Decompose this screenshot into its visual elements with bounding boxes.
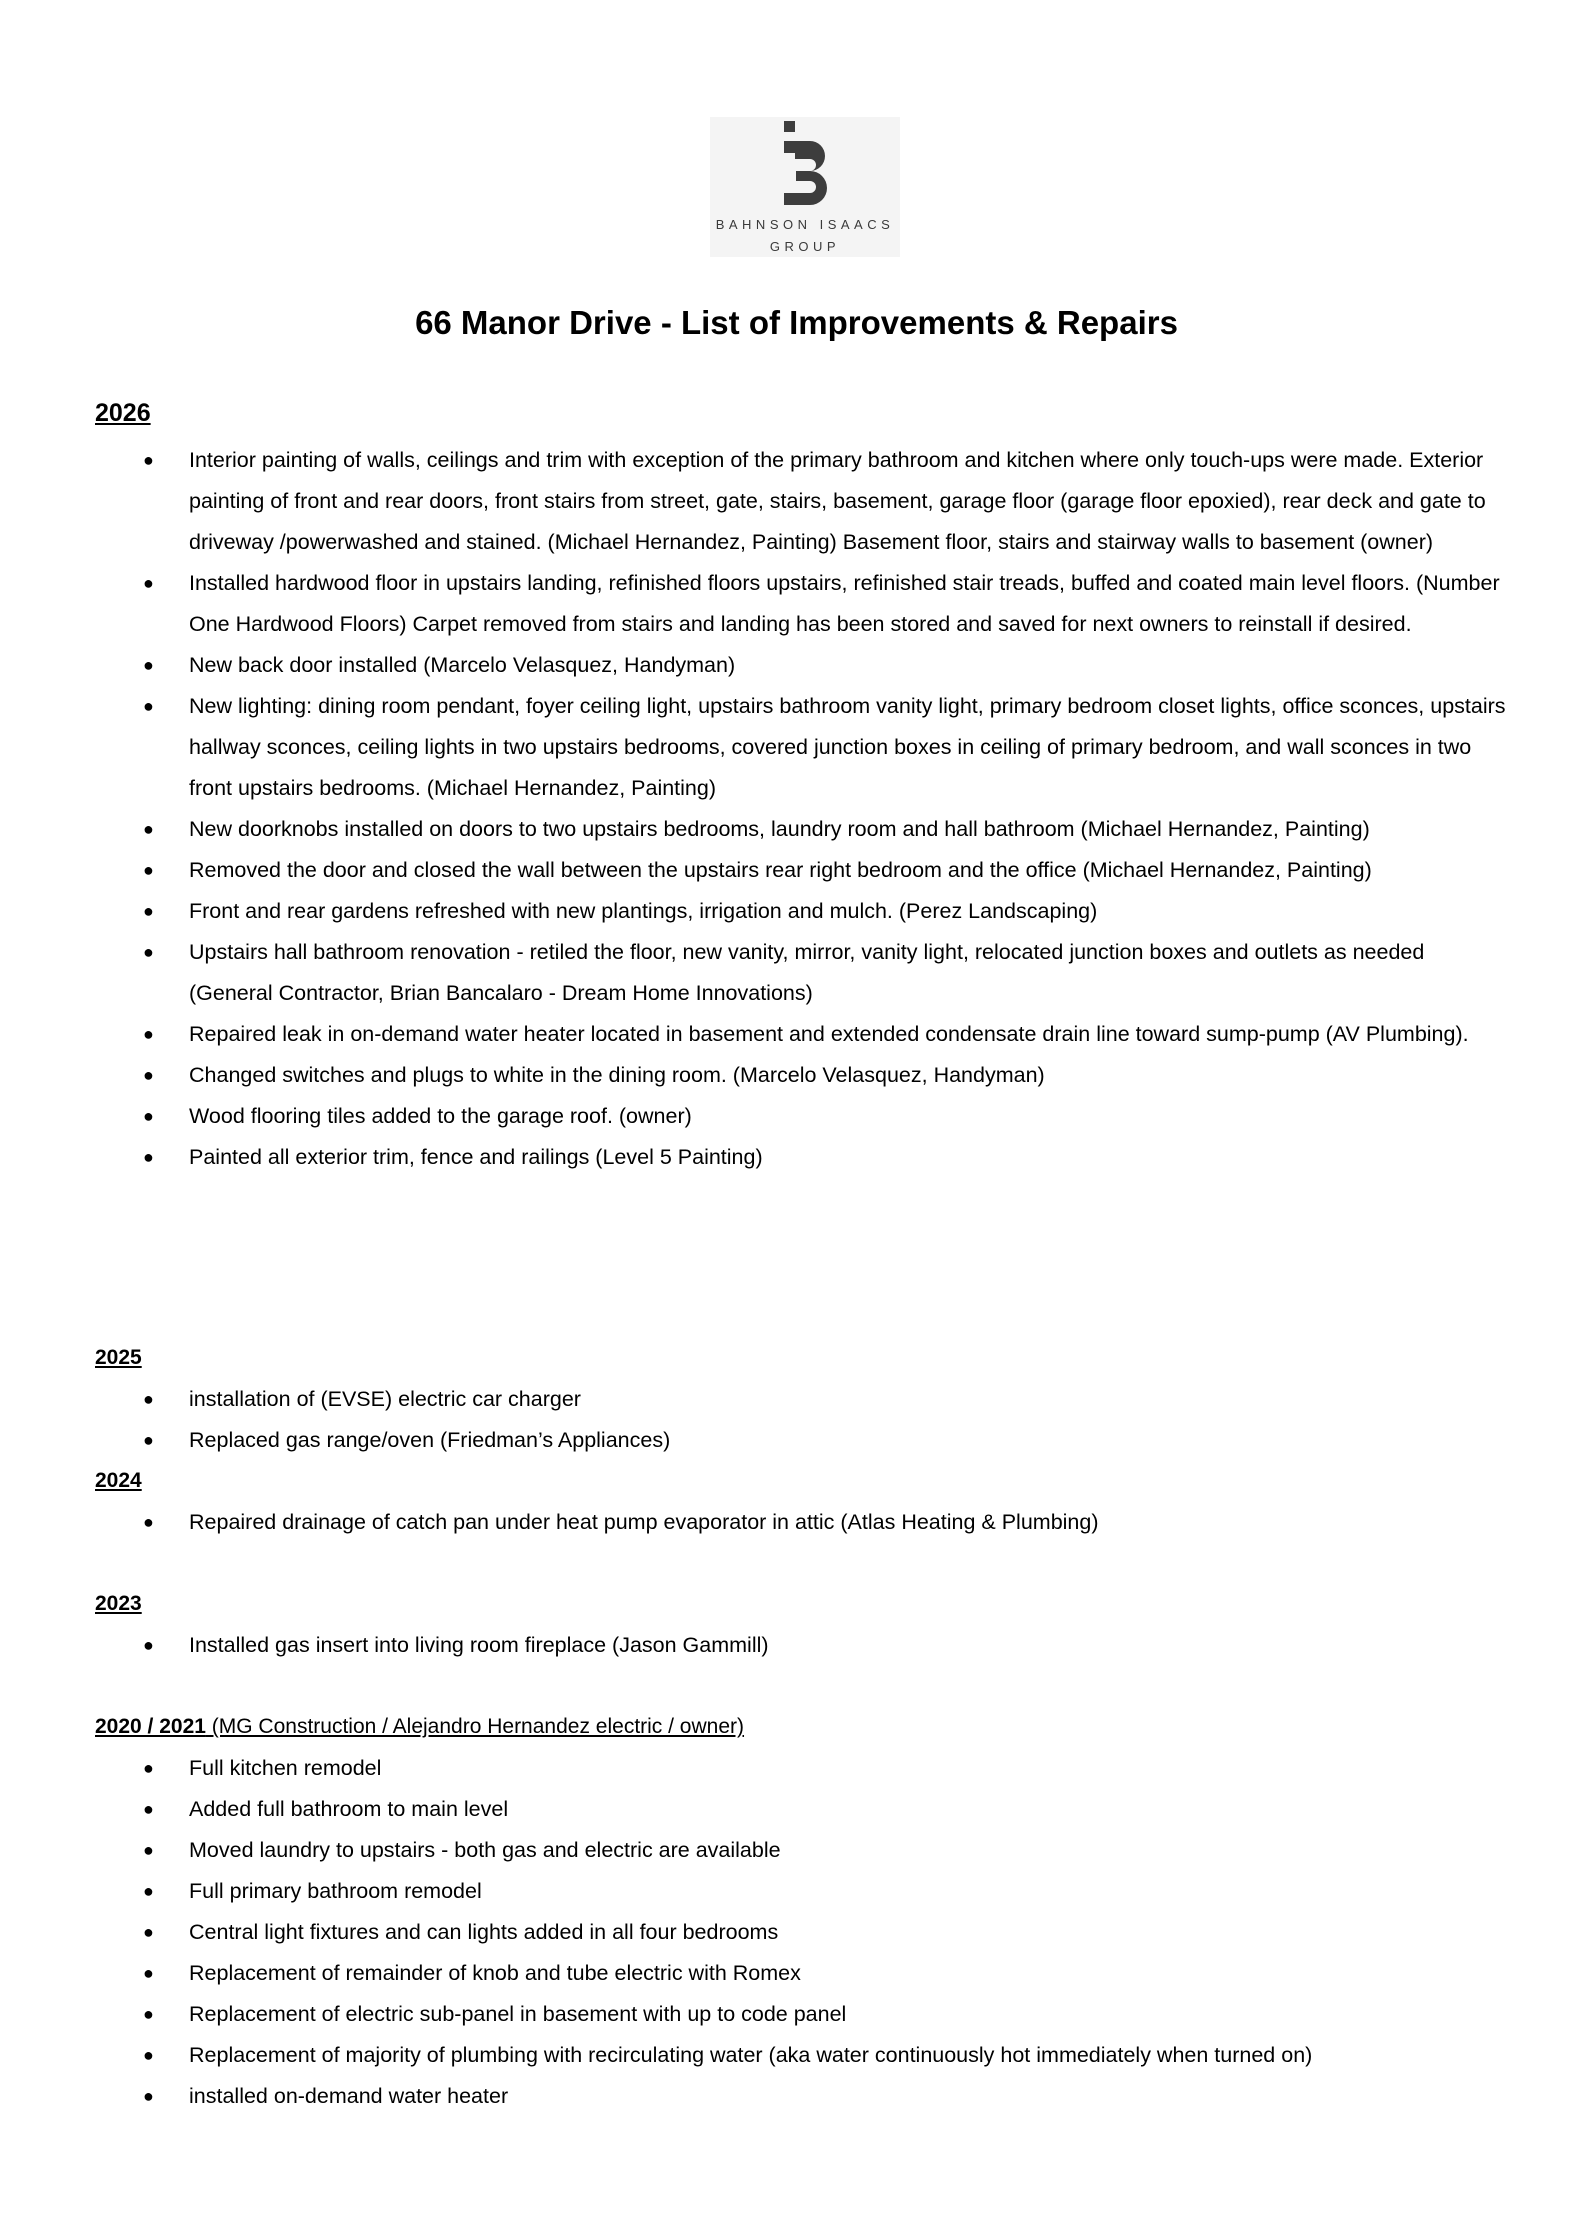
list-item-text: Full primary bathroom remodel bbox=[189, 1879, 482, 1903]
list-item-text: Installed gas insert into living room fireplace (Jason Gammill) bbox=[189, 1633, 769, 1657]
bullet-icon: ● bbox=[143, 1430, 154, 1450]
list-item bbox=[0, 645, 1593, 686]
bullet-icon: ● bbox=[143, 901, 154, 921]
section-year: 2024 bbox=[95, 1469, 142, 1492]
section-heading-2025 bbox=[95, 1344, 142, 1372]
list-item-text: Replacement of remainder of knob and tube electric with Romex bbox=[189, 1961, 801, 1985]
bullet-icon: ● bbox=[143, 819, 154, 839]
list-item-text: Wood flooring tiles added to the garage roof. (owner) bbox=[189, 1104, 692, 1128]
list-item-text: Painted all exterior trim, fence and railings (Level 5 Painting) bbox=[189, 1145, 763, 1169]
section-heading-2020-2021 bbox=[95, 1713, 744, 1741]
bullet-icon: ● bbox=[143, 942, 154, 962]
section-heading-2023 bbox=[95, 1590, 142, 1618]
list-item-text: installed on-demand water heater bbox=[189, 2084, 509, 2108]
list-item-text: Full kitchen remodel bbox=[189, 1756, 382, 1780]
bullet-icon: ● bbox=[143, 1922, 154, 1942]
list-item-text: New doorknobs installed on doors to two upstairs bedrooms, laundry room and hall bathroom (Michael Hernandez, Painting) bbox=[189, 817, 1370, 841]
bullet-icon: ● bbox=[143, 1881, 154, 1901]
list-item bbox=[0, 440, 1593, 563]
document-title: 66 Manor Drive - List of Improvements & Repairs bbox=[415, 304, 1178, 341]
bullet-icon: ● bbox=[143, 573, 154, 593]
logo-company-group: GROUP bbox=[769, 239, 841, 254]
list-item-text: Replaced gas range/oven (Friedman’s Appliances) bbox=[189, 1428, 671, 1452]
list-item-text: Installed hardwood floor in upstairs landing, refinished floors upstairs, refinished stair treads, buffed and coated main level floors. (Number One Hardwood Floors) Carpet removed from stairs and landing has been stored and saved for next owners to reinstall if desired. bbox=[189, 571, 1500, 636]
list-item-text: Changed switches and plugs to white in the dining room. (Marcelo Velasquez, Handyman) bbox=[189, 1063, 1045, 1087]
bullet-icon: ● bbox=[143, 1106, 154, 1126]
section-list-2020-2021 bbox=[0, 1748, 1593, 2117]
list-item bbox=[0, 891, 1593, 932]
section-year: 2023 bbox=[95, 1592, 142, 1615]
bullet-icon: ● bbox=[143, 1635, 154, 1655]
list-item-text: Front and rear gardens refreshed with new plantings, irrigation and mulch. (Perez Landscaping) bbox=[189, 899, 1098, 923]
list-item-text: New back door installed (Marcelo Velasquez, Handyman) bbox=[189, 653, 736, 677]
section-heading-2024 bbox=[95, 1467, 142, 1495]
bullet-icon: ● bbox=[143, 1512, 154, 1532]
list-item-text: Interior painting of walls, ceilings and trim with exception of the primary bathroom and kitchen where only touch-ups were made. Exterior painting of front and rear doors, front stairs from street, gate, stairs, basement, garage floor (garage floor epoxied), rear deck and gate to driveway /powerwashed and stained. (Michael Hernandez, Painting) Basement floor, stairs and stairway walls to basement (owner) bbox=[189, 448, 1486, 554]
list-item bbox=[0, 1912, 1593, 1953]
bullet-icon: ● bbox=[143, 1758, 154, 1778]
list-item bbox=[0, 563, 1593, 645]
logo-company-name: BAHNSON ISAACS bbox=[715, 217, 895, 232]
bullet-icon: ● bbox=[143, 860, 154, 880]
bullet-icon: ● bbox=[143, 1147, 154, 1167]
list-item-text: Repaired leak in on-demand water heater located in basement and extended condensate drain line toward sump-pump (AV Plumbing). bbox=[189, 1022, 1469, 1046]
list-item bbox=[0, 1379, 1593, 1420]
list-item bbox=[0, 809, 1593, 850]
list-item bbox=[0, 1625, 1593, 1666]
bullet-icon: ● bbox=[143, 1024, 154, 1044]
bullet-icon: ● bbox=[143, 2086, 154, 2106]
list-item bbox=[0, 850, 1593, 891]
list-item bbox=[0, 1789, 1593, 1830]
section-contractor-note: (MG Construction / Alejandro Hernandez electric / owner) bbox=[205, 1715, 745, 1738]
section-list-2024 bbox=[0, 1502, 1593, 1543]
list-item bbox=[0, 1137, 1593, 1178]
list-item-text: Replacement of majority of plumbing with recirculating water (aka water continuously hot immediately when turned on) bbox=[189, 2043, 1313, 2067]
section-year: 2020 / 2021 bbox=[95, 1715, 206, 1738]
section-list-2023 bbox=[0, 1625, 1593, 1666]
list-item-text: Repaired drainage of catch pan under heat pump evaporator in attic (Atlas Heating & Plumbing) bbox=[189, 1510, 1099, 1534]
list-item-text: Moved laundry to upstairs - both gas and electric are available bbox=[189, 1838, 781, 1862]
section-heading-2026 bbox=[95, 399, 151, 427]
section-year: 2026 bbox=[95, 399, 151, 427]
bullet-icon: ● bbox=[143, 1389, 154, 1409]
bullet-icon: ● bbox=[143, 450, 154, 470]
bullet-icon: ● bbox=[143, 696, 154, 716]
section-list-2025 bbox=[0, 1379, 1593, 1461]
list-item bbox=[0, 1420, 1593, 1461]
list-item bbox=[0, 1871, 1593, 1912]
list-item bbox=[0, 1953, 1593, 1994]
list-item bbox=[0, 1748, 1593, 1789]
list-item bbox=[0, 1830, 1593, 1871]
bullet-icon: ● bbox=[143, 1799, 154, 1819]
list-item bbox=[0, 2076, 1593, 2117]
list-item-text: Added full bathroom to main level bbox=[189, 1797, 509, 1821]
bullet-icon: ● bbox=[143, 655, 154, 675]
bullet-icon: ● bbox=[143, 1065, 154, 1085]
list-item bbox=[0, 686, 1593, 809]
list-item-text: Replacement of electric sub-panel in basement with up to code panel bbox=[189, 2002, 847, 2026]
list-item-text: installation of (EVSE) electric car charger bbox=[189, 1387, 581, 1411]
list-item bbox=[0, 2035, 1593, 2076]
bullet-icon: ● bbox=[143, 1963, 154, 1983]
bullet-icon: ● bbox=[143, 2045, 154, 2065]
list-item bbox=[0, 932, 1593, 1014]
list-item bbox=[0, 1096, 1593, 1137]
company-logo bbox=[710, 117, 900, 257]
list-item bbox=[0, 1502, 1593, 1543]
list-item-text: New lighting: dining room pendant, foyer ceiling light, upstairs bathroom vanity light, primary bedroom closet lights, office sconces, upstairs hallway sconces, ceiling lights in two upstairs bedrooms, covered junction boxes in ceiling of primary bedroom, and wall sconces in two front upstairs bedrooms. (Michael Hernandez, Painting) bbox=[189, 694, 1506, 800]
list-item-text: Removed the door and closed the wall between the upstairs rear right bedroom and the office (Michael Hernandez, Painting) bbox=[189, 858, 1372, 882]
logo-mark-icon bbox=[776, 119, 836, 207]
list-item-text: Upstairs hall bathroom renovation - retiled the floor, new vanity, mirror, vanity light, relocated junction boxes and outlets as needed (General Contractor, Brian Bancalaro - Dream Home Innovations) bbox=[189, 940, 1425, 1005]
list-item-text: Central light fixtures and can lights added in all four bedrooms bbox=[189, 1920, 779, 1944]
bullet-icon: ● bbox=[143, 1840, 154, 1860]
list-item bbox=[0, 1055, 1593, 1096]
bullet-icon: ● bbox=[143, 2004, 154, 2024]
list-item bbox=[0, 1014, 1593, 1055]
section-list-2026 bbox=[0, 440, 1593, 1178]
list-item bbox=[0, 1994, 1593, 2035]
section-year: 2025 bbox=[95, 1346, 142, 1369]
